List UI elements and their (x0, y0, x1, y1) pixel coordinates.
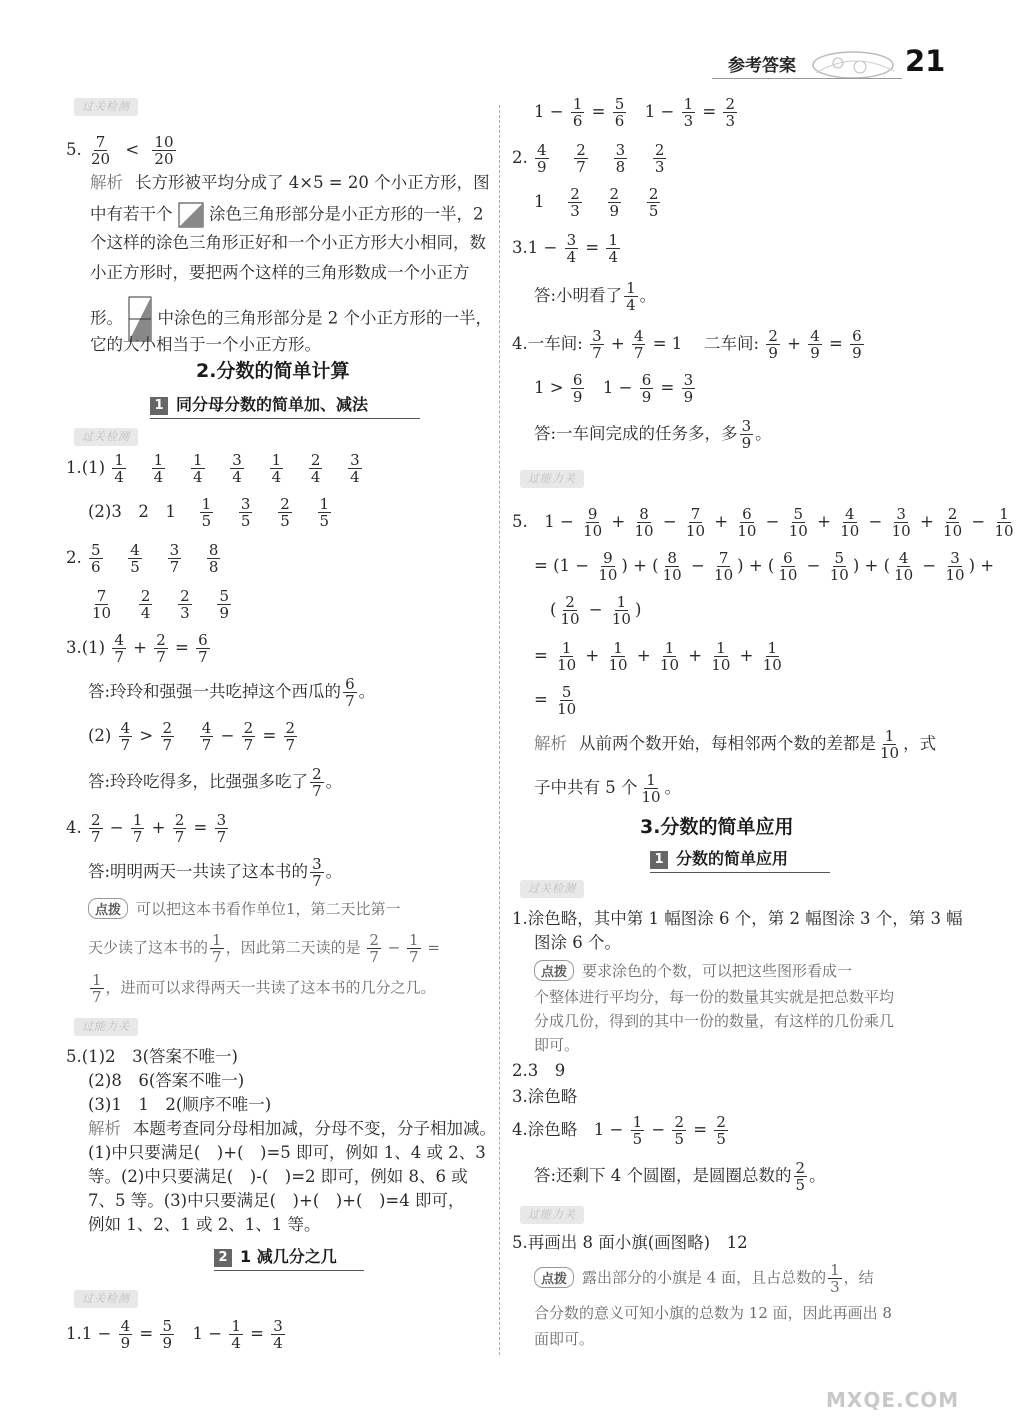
hint-badge: 点拨 (534, 960, 574, 981)
question-3-1: 3.(1) $\frac{4}{7}$ + $\frac{2}{7}$ = $\frac{6}{7}$ (66, 631, 208, 666)
question-5b-1: 5.(1)2 3(答案不唯一) (66, 1047, 238, 1066)
subsection-title-3: 1 分数的简单应用 (650, 846, 830, 873)
hint-badge: 点拨 (88, 898, 128, 919)
column-divider (499, 105, 500, 1355)
question-2-row-1: 2. $\frac{5}{6}$ $\frac{4}{5}$ $\frac{3}{7}$ $\frac{8}{8}$ (66, 541, 219, 576)
r-answer-1-line-1: 1.涂色略，其中第 1 幅图涂 6 个，第 2 幅图涂 3 个，第 3 幅 (512, 909, 963, 928)
analysis-line-6: 它的大小相当于一个小正方形。 (90, 335, 321, 354)
r-answer-3: 答:小明看了 $\frac{1}{4}$ 。 (534, 279, 657, 314)
subsection-title-2: 2 1 减几分之几 (214, 1244, 364, 1271)
r-step-4: = $\frac{5}{10}$ (534, 683, 577, 718)
r-answer-4: 4.涂色略 1 − $\frac{1}{5}$ − $\frac{2}{5}$ = $\frac{2}{5}$ (512, 1113, 726, 1148)
subsection-title-1: 1 同分母分数的简单加、减法 (150, 392, 420, 419)
section-tag: 过关检测 (74, 428, 138, 446)
analysis-line-5: 形。 中涂色的三角形部分是 2 个小正方形的一半， (90, 296, 492, 342)
r-question-3: 3.1 − $\frac{3}{4}$ = $\frac{1}{4}$ (512, 231, 618, 266)
analysis-2-line-3: 等。(2)中只要满足( )-( )=2 即可，例如 8、6 或 (88, 1167, 468, 1186)
question-1-last: 1.1 − $\frac{4}{9}$ = $\frac{5}{9}$ 1 − $\frac{1}{4}$ = $\frac{3}{4}$ (66, 1317, 283, 1352)
shaded-triangle-square-icon (178, 202, 204, 228)
analysis-line-1: 解析 长方形被平均分成了 4×5 = 20 个小正方形，图 (90, 173, 490, 192)
section-tag: 过关检测 (520, 880, 584, 898)
question-1-2: (2)3 2 1 $\frac{1}{5}$ $\frac{3}{5}$ $\frac{2}{5}$ $\frac{1}{5}$ (88, 495, 330, 530)
analysis-line-3: 个这样的涂色三角形正好和一个小正方形大小相同，数 (90, 233, 486, 252)
r-hint-line-3: 分成几份，得到的其中一份的数量，有这样的几份乘几 (534, 1012, 895, 1030)
r-answer-1-line-2: 图涂 6 个。 (534, 933, 621, 952)
r-answer-3: 3.涂色略 (512, 1087, 578, 1106)
watermark: MXQE.COM (826, 1388, 960, 1412)
r-question-4: 4.一车间: $\frac{3}{7}$ + $\frac{4}{7}$ = 1 二车间: $\frac{2}{9}$ + $\frac{4}{9}$ = $\frac{6}{9}$ (512, 327, 862, 362)
r-question-2-row-1: 2. $\frac{4}{9}$ $\frac{2}{7}$ $\frac{3}{8}$ $\frac{2}{3}$ (512, 141, 665, 176)
section-tag: 过能力关 (74, 1018, 138, 1036)
question-5b-2: (2)8 6(答案不唯一) (88, 1071, 245, 1090)
header-decoration-icon (808, 45, 898, 81)
header-label: 参考答案 (728, 56, 796, 76)
section-tag: 过能力关 (520, 1206, 584, 1224)
analysis-2-line-1: 解析 本题考查同分母相加减，分母不变，分子相加减。 (88, 1119, 496, 1138)
r-hint-line-2: 个整体进行平均分，每一份的数量其实就是把总数平均 (534, 988, 895, 1006)
question-2-row-2: $\frac{7}{10}$ $\frac{2}{4}$ $\frac{2}{3}$ $\frac{5}{9}$ (92, 587, 229, 622)
r-question-5: 5. 1 − $\frac{9}{10}$ + $\frac{8}{10}$ − $\frac{7}{10}$ + $\frac{6}{10}$ − $\frac{5}{10}$ + $\frac{4}{10}$ − $\frac{3}{10}$ + $\frac{2}{10}$ − $\frac{1}{10}$ (512, 505, 1014, 540)
analysis-line-4: 小正方形时，要把两个这样的三角形数成一个小正方 (90, 263, 470, 282)
r-hint-line-1: 点拨 要求涂色的个数，可以把这些图形看成一 (534, 960, 852, 981)
hint-1-line-1: 点拨 可以把这本书看作单位1，第二天比第一 (88, 898, 401, 919)
r-answer-4-text: 答:还剩下 4 个圆圈，是圆圈总数的 $\frac{2}{5}$ 。 (534, 1159, 826, 1194)
r-hint-2-line-3: 面即可。 (534, 1330, 595, 1348)
r-question-2-row-2: 1 $\frac{2}{3}$ $\frac{2}{9}$ $\frac{2}{5}$ (534, 185, 659, 220)
r-analysis-line-1: 解析 从前两个数开始，每相邻两个数的差都是 $\frac{1}{10}$ ，式 (534, 727, 937, 762)
r-hint-2-line-2: 合分数的意义可知小旗的总数为 12 面，因此再画出 8 (534, 1304, 892, 1322)
r-line-1: 1 − $\frac{1}{6}$ = $\frac{5}{6}$ 1 − $\frac{1}{3}$ = $\frac{2}{3}$ (534, 95, 735, 130)
section-tag: 过关检测 (74, 1290, 138, 1308)
r-step-2: ( $\frac{2}{10}$ − $\frac{1}{10}$ ) (550, 593, 642, 628)
question-3-2: (2) $\frac{4}{7}$ > $\frac{2}{7}$ $\frac{4}{7}$ − $\frac{2}{7}$ = $\frac{2}{7}$ (88, 719, 296, 754)
analysis-2-line-5: 例如 1、2、1 或 2、1、1 等。 (88, 1215, 321, 1234)
question-5b-3: (3)1 1 2(顺序不唯一) (88, 1095, 272, 1114)
r-analysis-line-2: 子中共有 5 个 $\frac{1}{10}$ 。 (534, 771, 682, 806)
hint-badge: 点拨 (534, 1267, 574, 1288)
r-step-1: = (1 − $\frac{9}{10}$ ) + ( $\frac{8}{10}$ − $\frac{7}{10}$ ) + ( $\frac{6}{10}$ − $\frac{5}{10}$ ) + ( $\frac{4}{10}$ − $\frac{3}{10}$ ) + (534, 549, 995, 584)
hint-1-line-3: $\frac{1}{7}$ ，进而可以求得两天一共读了这本书的几分之几。 (92, 971, 436, 1006)
r-hint-2-line-1: 点拨 露出部分的小旗是 4 面，且占总数的 $\frac{1}{3}$ ，结 (534, 1262, 874, 1295)
answer-3-2: 答:玲玲吃得多，比强强多吃了 $\frac{2}{7}$ 。 (88, 765, 343, 800)
analysis-2-line-2: (1)中只要满足( )+( )=5 即可，例如 1、4 或 2、3 (88, 1143, 486, 1162)
analysis-line-2: 中有若干个 涂色三角形部分是小正方形的一半，2 (90, 202, 484, 228)
r-answer-4: 答:一车间完成的任务多，多 $\frac{3}{9}$ 。 (534, 417, 772, 452)
r-hint-line-4: 即可。 (534, 1036, 580, 1054)
r-question-4-cmp: 1 > $\frac{6}{9}$ 1 − $\frac{6}{9}$ = $\frac{3}{9}$ (534, 371, 694, 406)
hint-1-line-2: 天少读了这本书的 $\frac{1}{7}$ ，因此第二天读的是 $\frac{2}{7}$ − $\frac{1}{7}$ = (88, 931, 440, 966)
section-title-3: 3.分数的简单应用 (640, 816, 794, 838)
section-title-2: 2.分数的简单计算 (196, 360, 350, 382)
question-5: 5. $\frac{7}{20}$ < $\frac{10}{20}$ (66, 133, 174, 168)
r-answer-2: 2.3 9 (512, 1061, 566, 1080)
analysis-2-line-4: 7、5 等。(3)中只要满足( )+( )+( )=4 即可， (88, 1191, 465, 1210)
section-tag: 过能力关 (520, 470, 584, 488)
question-1-1: 1.(1) $\frac{1}{4}$ $\frac{1}{4}$ $\frac{1}{4}$ $\frac{3}{4}$ $\frac{1}{4}$ $\frac{2}{4}$ $\frac{3}{4}$ (66, 451, 360, 486)
r-answer-5: 5.再画出 8 面小旗(画图略) 12 (512, 1233, 748, 1252)
answer-3-1: 答:玲玲和强强一共吃掉这个西瓜的 $\frac{6}{7}$ 。 (88, 675, 376, 710)
answer-4: 答:明明两天一共读了这本书的 $\frac{3}{7}$ 。 (88, 855, 343, 890)
r-step-3: = $\frac{1}{10}$ + $\frac{1}{10}$ + $\frac{1}{10}$ + $\frac{1}{10}$ + $\frac{1}{10}$ (534, 639, 782, 674)
section-tag: 过关检测 (74, 98, 138, 116)
page-number: 21 (905, 44, 946, 78)
question-4: 4. $\frac{2}{7}$ − $\frac{1}{7}$ + $\frac{2}{7}$ = $\frac{3}{7}$ (66, 811, 227, 846)
header-rule (712, 78, 902, 79)
